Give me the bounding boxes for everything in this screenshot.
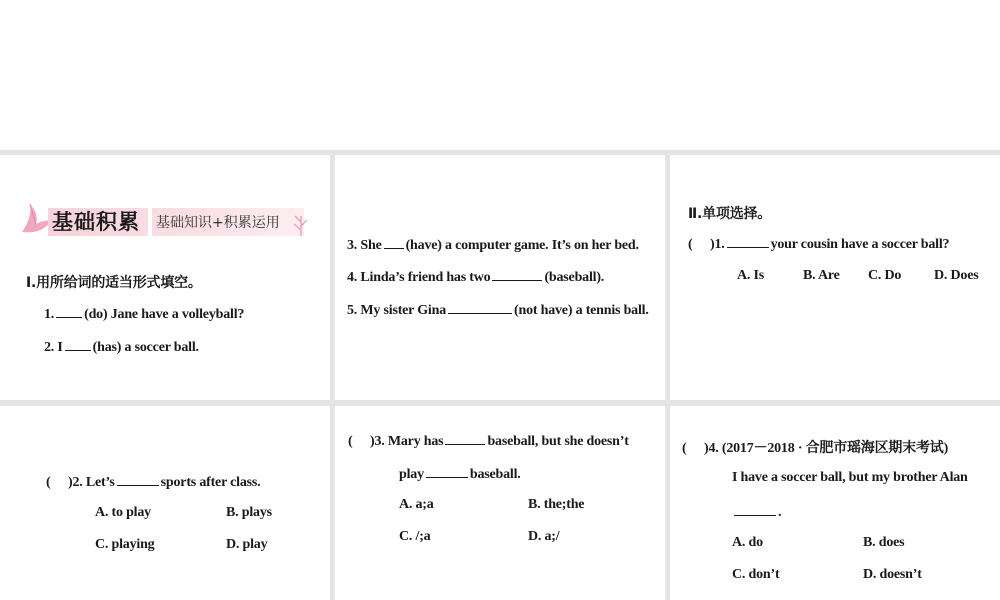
answer-blank-4[interactable] [492,268,542,281]
mc-blank-3a[interactable] [445,432,485,445]
question-3-text: (have) a computer game. It’s on her bed. [405,238,639,253]
panel-top-left [0,155,330,400]
mc-3-option-b[interactable]: B. the;the [528,497,585,512]
mc-2-option-b[interactable]: B. plays [226,505,272,520]
mc-question-2 [46,473,260,491]
mc-paren-open: ( [348,434,353,449]
question-4-text: (baseball). [544,270,605,285]
question-1-prefix: 1. [44,307,55,322]
answer-blank-5[interactable] [448,301,512,314]
mc-4-option-b[interactable]: B. does [863,535,905,550]
mc-question-1-number: )1. [710,237,725,252]
mc-paren-open: ( [46,475,51,490]
mc-1-option-c[interactable]: C. Do [868,268,902,283]
mc-4-option-a[interactable]: A. do [732,535,763,550]
answer-blank-1[interactable] [56,305,82,318]
mc-1-option-b[interactable]: B. Are [803,268,840,283]
mc-blank-1[interactable] [727,235,769,248]
mc-3-option-d[interactable]: D. a;/ [528,529,560,544]
panel-top-right [670,155,1000,400]
answer-blank-3[interactable] [384,236,404,249]
mc-question-3-line-2-text: baseball. [469,467,521,482]
mc-question-4-number: )4. (2017－2018 · 合肥市瑶海区期末考试) [704,441,949,456]
question-4 [347,268,604,286]
question-5-text: (not have) a tennis ball. [514,303,649,318]
sprig-icon [292,210,310,236]
mc-4-option-d[interactable]: D. doesn’t [863,567,922,582]
mc-question-2-number: )2. Let’s [68,475,115,490]
mc-1-option-d[interactable]: D. Does [934,268,979,283]
mc-3-option-a[interactable]: A. a;a [399,497,434,512]
banner-separator [148,208,152,236]
question-2-prefix: 2. I [44,340,63,355]
mc-question-3-line-2 [399,465,521,483]
panel-top-middle [335,155,665,400]
mc-question-3-line-2-prefix: play [399,467,424,482]
answer-blank-2[interactable] [65,338,91,351]
mc-blank-2[interactable] [117,473,159,486]
mc-1-option-a[interactable]: A. Is [737,268,765,283]
question-5 [347,301,649,319]
mc-question-4 [682,437,948,457]
mc-question-3 [348,432,629,450]
mc-2-option-d[interactable]: D. play [226,537,268,552]
mc-blank-3b[interactable] [426,465,468,478]
banner-subtitle: 基础知识+积累运用 [156,215,280,231]
panel-bottom-right [670,406,1000,600]
mc-question-3-text: baseball, but she doesn’t [487,434,629,449]
mc-question-4-line-3 [732,503,781,521]
mc-question-4-end: . [778,505,782,520]
question-2 [44,338,199,356]
banner-title: 基础积累 [52,210,140,234]
question-1-text: (do) Jane have a volleyball? [84,307,245,322]
question-3 [347,236,639,254]
mc-4-option-c[interactable]: C. don’t [732,567,780,582]
mc-3-option-c[interactable]: C. /;a [399,529,431,544]
question-5-prefix: 5. My sister Gina [347,303,447,318]
top-margin [0,0,1000,150]
question-1 [44,305,244,323]
section-2-heading: Ⅱ.单项选择。 [688,206,772,222]
mc-2-option-c[interactable]: C. playing [95,537,155,552]
mc-blank-4[interactable] [734,503,776,516]
panel-bottom-middle [335,406,665,600]
mc-paren-open: ( [682,441,687,456]
section-banner [20,202,310,238]
question-3-prefix: 3. She [347,238,382,253]
panel-bottom-left [0,406,330,600]
mc-question-4-text: I have a soccer ball, but my brother Alan [732,470,968,485]
section-1-heading: Ⅰ.用所给词的适当形式填空。 [26,275,202,291]
mc-2-option-a[interactable]: A. to play [95,505,151,520]
mc-question-1-text: your cousin have a soccer ball? [770,237,950,252]
mc-question-2-text: sports after class. [160,475,261,490]
mc-question-3-number: )3. Mary has [370,434,444,449]
mc-question-1 [688,235,949,253]
question-2-text: (has) a soccer ball. [92,340,199,355]
mc-paren-open: ( [688,237,693,252]
question-4-prefix: 4. Linda’s friend has two [347,270,491,285]
